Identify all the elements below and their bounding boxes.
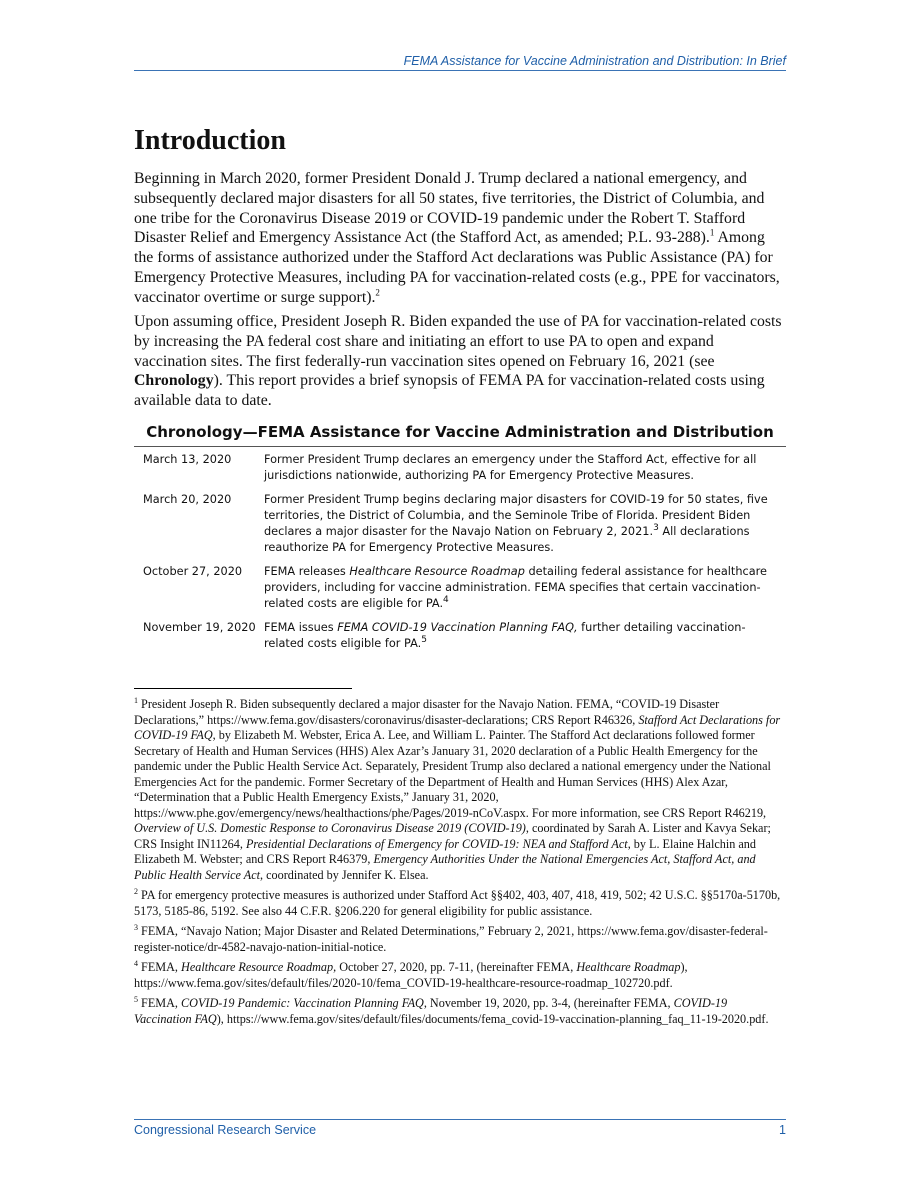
footnote-text: PA for emergency protective measures is authorized under Stafford Act §§402, 403, 407, 418, 419, 502; 42 U.S.C. §§5170a-5170b, 5173, 5185-86, 5192. See also 44 C.F.R. §206.220 for general eligibility for public assistance.	[134, 888, 781, 918]
footnote-number: 5	[134, 994, 138, 1004]
footnote-text: ), https://www.fema.gov/sites/default/files/2020-10/fema_COVID-19-healthcare-resource-roadmap_102720.pdf.	[134, 960, 688, 990]
footnote-ref-4[interactable]: 4	[443, 595, 449, 606]
footnote-ref-1[interactable]: 1	[709, 228, 715, 239]
footnote-citation-title: Emergency Authorities Under the National Emergencies Act, Stafford Act, and Public Health Service Act	[134, 852, 756, 882]
paragraph-text: ). This report provides a brief synopsis of FEMA PA for vaccination-related costs using available data to date.	[134, 372, 765, 410]
document-title: Healthcare Resource Roadmap	[349, 565, 525, 578]
intro-paragraph-1	[134, 169, 786, 308]
footnote-ref-5[interactable]: 5	[421, 635, 427, 646]
footnote-citation-title: COVID-19 Vaccination FAQ	[134, 996, 728, 1026]
footnote-text: , by L. Elaine Halchin and Elizabeth M. Webster; and CRS Report R46379,	[134, 836, 756, 866]
chronology-row	[134, 564, 786, 612]
footnote-citation-title: COVID-19 Pandemic: Vaccination Planning FAQ	[181, 996, 424, 1010]
footnote-ref-2[interactable]: 2	[375, 287, 380, 298]
footnote-citation-title: Stafford Act Declarations for COVID-19 FAQ	[134, 712, 781, 742]
footnote-citation-title: Healthcare Roadmap	[576, 960, 681, 974]
footnote-number: 4	[134, 958, 138, 968]
footer-publisher: Congressional Research Service	[134, 1123, 317, 1137]
footnote-5	[134, 996, 786, 1027]
paragraph-text: Upon assuming office, President Joseph R. Biden expanded the use of PA for vaccination-related costs by increasing the PA federal cost share and initiating an effort to use PA to open and expand vaccination sites. The first federally-run vaccination sites opened on February 16, 2021 (see	[134, 313, 782, 370]
footnote-number: 2	[134, 886, 138, 896]
footnote-text: , by Elizabeth M. Webster, Erica A. Lee, and William L. Painter. The Stafford Act declarations followed former Secretary of Health and Human Services (HHS) Alex Azar’s January 31, 2020 declaration of a Public Health Emergency for the pandemic under the Public Health Service Act. Separately, President Trump also declared a national emergency under the National Emergencies Act for the pandemic. Former Secretary of the Department of Health and Human Services (HHS) Alex Azar, “Determination that a Public Health Emergency Exists,” January 31, 2020, https://www.phe.gov/emergency/news/healthactions/phe/Pages/2019-nCoV.aspx. For more information, see CRS Report R46219,	[134, 728, 771, 820]
chronology-date: March 13, 2020	[143, 453, 232, 466]
footnote-text: FEMA,	[138, 996, 182, 1010]
footnote-citation-title: Healthcare Resource Roadmap,	[181, 960, 337, 974]
chronology-text-part: Former President Trump begins declaring major disasters for COVID-19 for 50 states, five territories, the District of Columbia, and the Seminole Tribe of Florida. President Biden declares a major disaster for the Navajo Nation on February 2, 2021.	[264, 493, 768, 538]
footnote-number: 3	[134, 922, 138, 932]
footnote-4	[134, 960, 786, 991]
footnote-text: ), https://www.fema.gov/sites/default/files/documents/fema_covid-19-vaccination-planning_faq_11-19-2020.pdf.	[216, 1011, 769, 1026]
chronology-text	[264, 620, 774, 652]
chronology-rule	[134, 446, 786, 447]
chronology-row	[134, 492, 786, 556]
chronology-text: Former President Trump declares an emergency under the Stafford Act, effective for all jurisdictions nationwide, authorizing PA for Emergency Protective Measures.	[264, 453, 757, 482]
chronology-reference[interactable]: Chronology	[134, 372, 214, 390]
page-number: 1	[779, 1123, 786, 1137]
footnote-3	[134, 924, 786, 955]
document-title: FEMA COVID-19 Vaccination Planning FAQ,	[337, 621, 578, 634]
paragraph-text: Beginning in March 2020, former President Donald J. Trump declared a national emergency, and subsequently declared major disasters for all 50 states, five territories, the District of Columbia, and one tribe for the Coronavirus Disease 2019 or COVID-19 pandemic under the Robert T. Stafford Disaster Relief and Emergency Assistance Act (the Stafford Act, as amended; P.L. 93-288).	[134, 170, 765, 247]
footnote-number: 1	[134, 695, 138, 705]
chronology-text-part: All declarations reauthorize PA for Emergency Protective Measures.	[264, 525, 750, 554]
footnote-1	[134, 697, 786, 883]
chronology-date: October 27, 2020	[143, 565, 243, 578]
paragraph-text: Among the forms of assistance authorized under the Stafford Act declarations was Public Assistance (PA) for Emergency Protective Measures, including PA for vaccination-related costs (e.g., PPE for vaccinators, vaccinator overtime or surge support).	[134, 229, 780, 306]
chronology-date: March 20, 2020	[143, 493, 232, 506]
chronology-table	[134, 452, 786, 660]
footnotes	[134, 697, 786, 1032]
footnote-text: , coordinated by Sarah A. Lister and Kavya Sekar; CRS Insight IN11264,	[134, 821, 771, 851]
footer-rule	[134, 1119, 786, 1120]
header-rule	[134, 70, 786, 71]
running-header: FEMA Assistance for Vaccine Administration and Distribution: In Brief	[403, 54, 786, 68]
footnote-text: , November 19, 2020, pp. 3-4, (hereinafter FEMA,	[423, 996, 674, 1010]
section-title: Introduction	[134, 125, 286, 156]
chronology-text-part: FEMA issues	[264, 621, 338, 634]
chronology-text	[264, 564, 774, 612]
chronology-title: Chronology—FEMA Assistance for Vaccine Administration and Distribution	[146, 423, 774, 441]
chronology-row	[134, 452, 786, 484]
footnote-citation-title: Presidential Declarations of Emergency for COVID-19: NEA and Stafford Act	[245, 836, 628, 851]
chronology-text-part: FEMA releases	[264, 565, 350, 578]
chronology-text-part: further detailing vaccination-related costs eligible for PA.	[264, 621, 746, 650]
footnote-citation-title: Overview of U.S. Domestic Response to Coronavirus Disease 2019 (COVID-19)	[134, 821, 526, 835]
footnote-ref-3[interactable]: 3	[653, 523, 659, 534]
footnote-text: , coordinated by Jennifer K. Elsea.	[260, 867, 429, 882]
chronology-text-part: detailing federal assistance for healthcare providers, including for vaccine administration. FEMA specifies that certain vaccination-related costs are eligible for PA.	[264, 565, 768, 610]
chronology-date: November 19, 2020	[143, 621, 256, 634]
footnote-text: FEMA, “Navajo Nation; Major Disaster and Related Determinations,” February 2, 2021, https://www.fema.gov/disaster-federal-register-notice/dr-4582-navajo-nation-initial-notice.	[134, 924, 768, 954]
footnote-text: FEMA,	[138, 960, 182, 974]
chronology-text	[264, 492, 774, 556]
chronology-row	[134, 620, 786, 652]
footnote-text: President Joseph R. Biden subsequently declared a major disaster for the Navajo Nation. FEMA, “COVID-19 Disaster Declarations,” https://www.fema.gov/disasters/coronavirus/disaster-declarations; CRS Report R46326,	[134, 697, 720, 727]
footnote-text: October 27, 2020, pp. 7-11, (hereinafter FEMA,	[336, 960, 577, 974]
intro-paragraph-2	[134, 312, 786, 411]
footnote-separator	[134, 688, 352, 689]
footnote-2	[134, 888, 786, 919]
